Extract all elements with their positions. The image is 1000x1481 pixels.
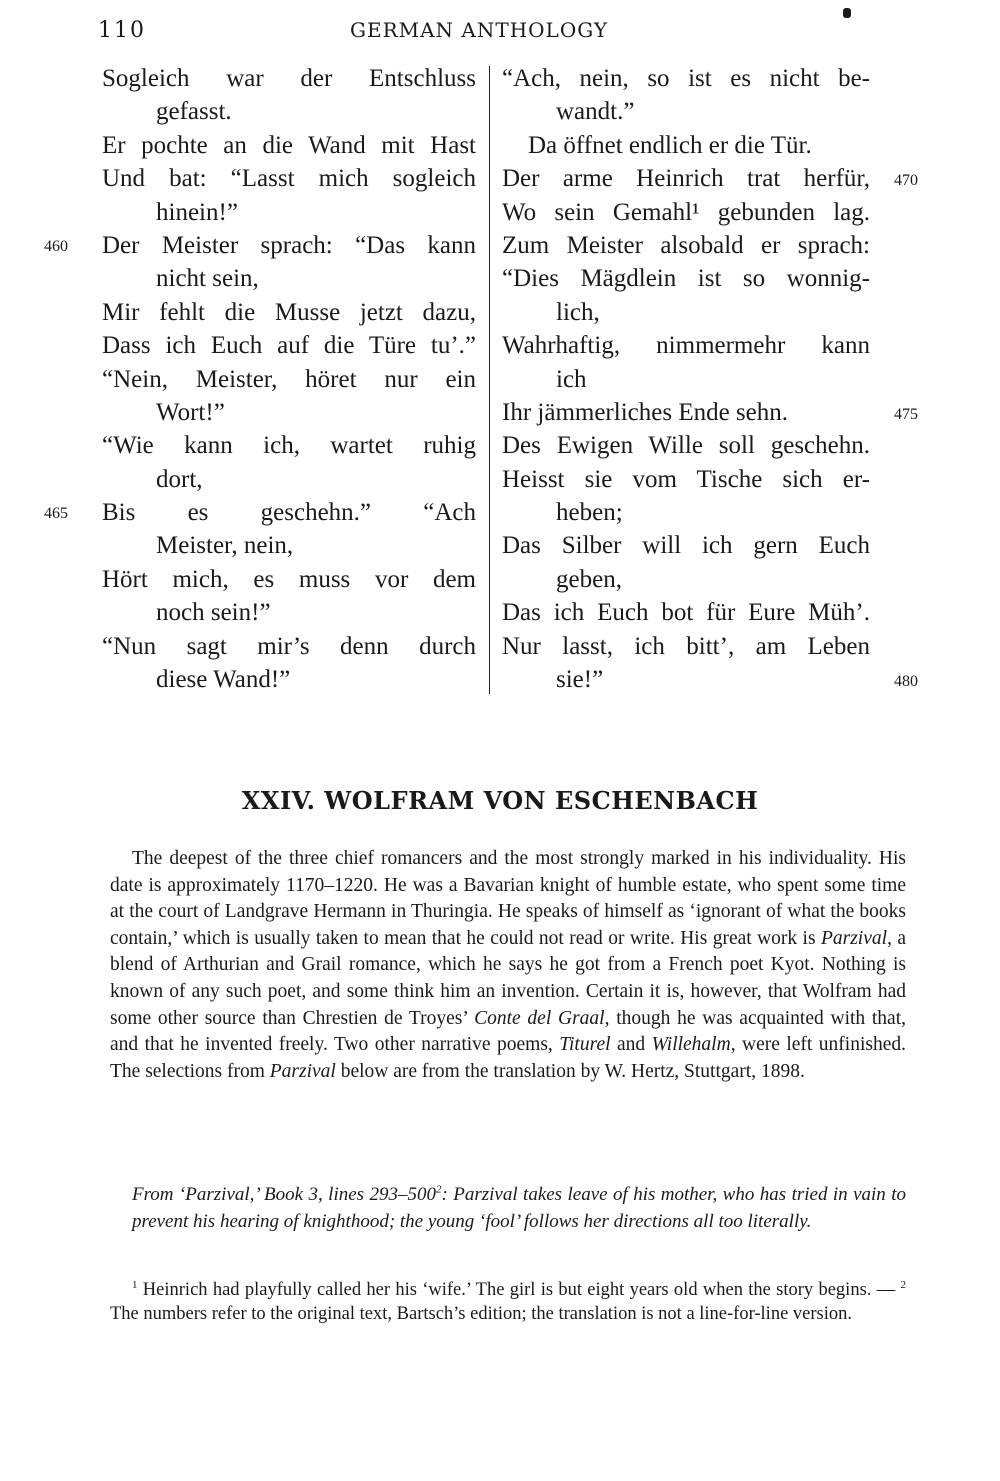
- intro-text: , though he was acquainted with that, and that he invented freely. Two other narrative poems,: [110, 1007, 906, 1056]
- verse-text: “Ach, nein, so ist es nicht be-: [502, 65, 870, 92]
- work-title: Parzival: [820, 927, 888, 949]
- verse-line: [502, 396, 918, 429]
- verse-text: Das ich Euch bot für Eure Müh’.: [502, 599, 870, 627]
- line-number: 480: [894, 673, 918, 691]
- footnote-marker: 2: [900, 1278, 906, 1291]
- verse-text: “Nein, Meister, höret nur ein: [102, 365, 476, 393]
- verse-line: [102, 196, 476, 229]
- verse-line: [102, 563, 476, 596]
- verse-line: [102, 62, 476, 95]
- verse-line: [502, 262, 870, 295]
- footnotes: [110, 1278, 906, 1326]
- verse-line: [44, 229, 476, 262]
- verse-line: [502, 129, 870, 162]
- verse-text: sie!”: [556, 666, 604, 694]
- verse-text: Heisst sie vom Tische sich er-: [502, 465, 870, 493]
- line-number: 470: [894, 172, 918, 190]
- selection-text: From ‘: [132, 1184, 186, 1205]
- verse-line: [502, 596, 870, 629]
- verse-line: [502, 663, 918, 696]
- poem-column-left: [44, 62, 476, 696]
- selection-text: : Parzival takes leave of his mother, who has tried in vain to prevent his hearing of knighthood; the young ‘fool’ follows her directions all too literally.: [132, 1184, 906, 1232]
- line-number: 475: [894, 405, 918, 423]
- verse-text: Nur lasst, ich bitt’, am Leben: [502, 632, 870, 660]
- verse-line: [102, 663, 476, 696]
- verse-text: hinein!”: [156, 198, 238, 226]
- work-title: Parzival: [269, 1060, 336, 1082]
- verse-text: gefasst.: [156, 98, 232, 126]
- verse-line: [102, 129, 476, 162]
- verse-text: dort,: [156, 465, 203, 493]
- column-divider: [489, 66, 490, 694]
- verse-line: [44, 496, 476, 529]
- section-title: XXIV. WOLFRAM VON ESCHENBACH: [241, 786, 759, 815]
- verse-line: [502, 62, 870, 95]
- verse-line: [502, 463, 870, 496]
- verse-text: Der arme Heinrich trat herfür,: [502, 165, 870, 193]
- intro-text: The deepest of the three chief romancers and the most strongly marked in his individuality. His date is approximately 1170–1220. He was a Bavarian knight of humble estate, who spent some time at the court of Landgrave Hermann in Thuringia. He speaks of himself as ‘ignorant of what the books contain,’ which is usually taken to mean that he could not read or write. His great work is: [110, 848, 906, 949]
- footnote-ref: 2: [435, 1183, 442, 1196]
- intro-text: , were left unfinished. The selections from: [110, 1034, 906, 1082]
- verse-text: Wo sein Gemahl¹ gebunden lag.: [502, 198, 870, 226]
- verse-text: diese Wand!”: [156, 666, 291, 694]
- verse-text: Der Meister sprach: “Das kann: [102, 231, 476, 259]
- verse-text: Sogleich war der Entschluss: [102, 65, 476, 92]
- intro-paragraph: [110, 846, 906, 1085]
- footnote-text: Heinrich had playfully called her his ‘wife.’ The girl is but eight years old when the story begins. —: [137, 1280, 901, 1300]
- selection-title: Parzival: [185, 1184, 250, 1205]
- verse-line: [502, 95, 870, 128]
- verse-line: [502, 563, 870, 596]
- verse-line: [102, 162, 476, 195]
- verse-text: Da öffnet endlich er die Tür.: [528, 131, 812, 159]
- verse-text: Mir fehlt die Musse jetzt dazu,: [102, 298, 476, 326]
- verse-text: lich,: [556, 298, 600, 326]
- verse-text: wandt.”: [556, 98, 635, 126]
- verse-text: “Dies Mägdlein ist so wonnig-: [502, 265, 870, 293]
- verse-line: [502, 429, 870, 462]
- verse-text: ich: [556, 365, 587, 393]
- verse-line: [102, 296, 476, 329]
- verse-text: geben,: [556, 565, 622, 593]
- verse-text: nicht sein,: [156, 265, 259, 293]
- verse-text: Das Silber will ich gern Euch: [502, 532, 870, 560]
- poem-column-right: [502, 62, 918, 696]
- work-title: Willehalm: [651, 1034, 731, 1056]
- verse-line: [502, 196, 870, 229]
- verse-line: [102, 630, 476, 663]
- work-title: Conte del Graal: [474, 1007, 605, 1029]
- verse-line: [502, 162, 918, 195]
- intro-text: below are from the translation by W. Hertz, Stuttgart, 1898.: [335, 1060, 805, 1082]
- verse-line: [502, 229, 870, 262]
- line-number: 465: [44, 505, 68, 523]
- verse-text: Hört mich, es muss vor dem: [102, 565, 476, 593]
- ink-mark: [843, 8, 851, 18]
- verse-text: “Wie kann ich, wartet ruhig: [102, 432, 476, 460]
- verse-line: [502, 363, 870, 396]
- verse-line: [502, 496, 870, 529]
- selection-text: ,’ Book 3, lines 293–500: [249, 1184, 436, 1205]
- verse-text: Wort!”: [156, 398, 225, 426]
- verse-line: [102, 95, 476, 128]
- verse-text: Er pochte an die Wand mit Hast: [102, 131, 476, 159]
- work-title: Titurel: [559, 1034, 611, 1056]
- poem: [0, 62, 1000, 702]
- verse-text: Bis es geschehn.” “Ach: [102, 499, 476, 527]
- verse-text: Ihr jämmerliches Ende sehn.: [502, 398, 789, 426]
- footnote-text: The numbers refer to the original text, Bartsch’s edition; the translation is not a line-for-line version.: [110, 1304, 852, 1324]
- verse-text: “Nun sagt mir’s denn durch: [102, 632, 476, 660]
- verse-line: [502, 630, 870, 663]
- verse-text: Wahrhaftig, nimmermehr kann: [502, 332, 870, 360]
- verse-text: heben;: [556, 499, 623, 527]
- verse-text: Dass ich Euch auf die Türe tu’.”: [102, 332, 476, 360]
- verse-line: [502, 296, 870, 329]
- verse-line: [102, 262, 476, 295]
- verse-text: Meister, nein,: [156, 532, 294, 560]
- verse-line: [102, 463, 476, 496]
- intro-text: , a blend of Arthurian and Grail romance, which he says he got from a French poet Kyot. Nothing is known of any such poet, and some think him an invention. Certain it is, however, that Wolfram had some other source than Chrestien de Troyes’: [110, 927, 906, 1029]
- verse-line: [102, 329, 476, 362]
- running-head: GERMAN ANTHOLOGY: [350, 18, 609, 42]
- verse-line: [102, 396, 476, 429]
- intro-text: and: [610, 1034, 652, 1056]
- verse-text: Des Ewigen Wille soll geschehn.: [502, 432, 870, 460]
- page-number: 110: [98, 18, 146, 43]
- verse-text: noch sein!”: [156, 599, 271, 627]
- verse-line: [502, 329, 870, 362]
- footnote-marker: 1: [132, 1278, 138, 1291]
- verse-line: [102, 363, 476, 396]
- verse-text: Zum Meister alsobald er sprach:: [502, 231, 870, 259]
- verse-line: [102, 596, 476, 629]
- verse-line: [102, 529, 476, 562]
- selection-note: [110, 1182, 906, 1236]
- verse-line: [102, 429, 476, 462]
- verse-text: Und bat: “Lasst mich sogleich: [102, 165, 476, 193]
- verse-line: [502, 529, 870, 562]
- line-number: 460: [44, 237, 68, 255]
